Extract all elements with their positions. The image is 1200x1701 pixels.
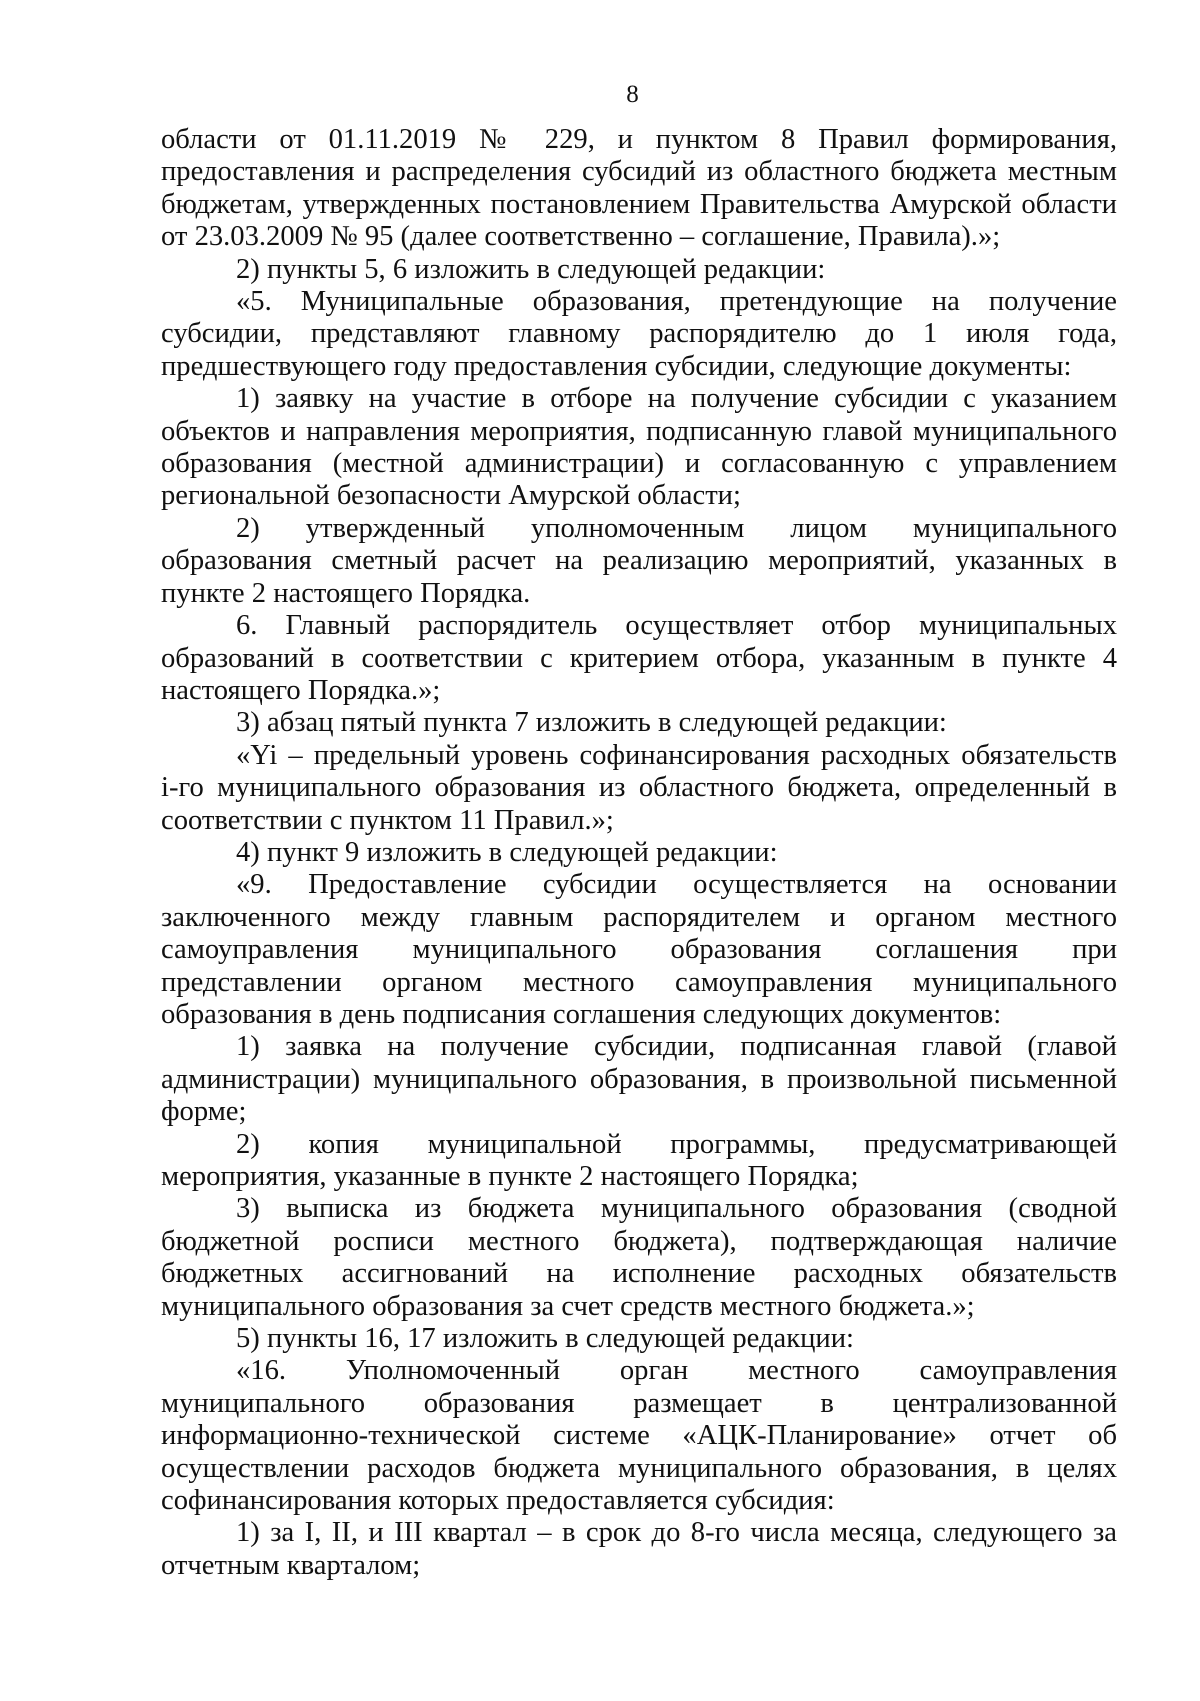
page-number: 8: [626, 81, 639, 108]
paragraph-subitem-1: 1) за I, II, и III квартал – в срок до 8-го числа месяца, следующего за отчетным кварталом;: [161, 1517, 1117, 1581]
paragraph-item-3: 3) абзац пятый пункта 7 изложить в следующей редакции:: [236, 707, 947, 739]
paragraph-point-5: «5. Муниципальные образования, претендующие на получение субсидии, представляют главному распорядителю до 1 июля года, предшествующего году предоставления субсидии, следующие документы:: [161, 286, 1117, 382]
paragraph-point-9: «9. Предоставление субсидии осуществляется на основании заключенного между главным распорядителем и органом местного самоуправления муниципального образования соглашения при представлении органом местного самоуправления муниципального образования в день подписания соглашения следующих документов:: [161, 869, 1117, 1030]
paragraph-item-5: 5) пункты 16, 17 изложить в следующей редакции:: [236, 1323, 854, 1355]
paragraph-point-16: «16. Уполномоченный орган местного самоуправления муниципального образования размещает в централизованной информационно-технической системе «АЦК-Планирование» отчет об осуществлении расходов бюджета муниципального образования, в целях софинансирования которых предоставляется субсидия:: [161, 1355, 1117, 1517]
paragraph-subitem-3: 3) выписка из бюджета муниципального образования (сводной бюджетной росписи местного бюджета), подтверждающая наличие бюджетных ассигнований на исполнение расходных обязательств муниципального образования за счет средств местного бюджета.»;: [161, 1193, 1117, 1322]
paragraph-subitem-2: 2) утвержденный уполномоченным лицом муниципального образования сметный расчет на реализацию мероприятий, указанных в пункте 2 настоящего Порядка.: [161, 512, 1117, 609]
paragraph-continuation: области от 01.11.2019 № 229, и пунктом 8 Правил формирования, предоставления и распределения субсидий из областного бюджета местным бюджетам, утвержденных постановлением Правительства Амурской области от 23.03.2009 № 95 (далее соответственно – соглашение, Правила).»;: [161, 124, 1117, 253]
paragraph-item-4: 4) пункт 9 изложить в следующей редакции:: [236, 836, 778, 868]
document-body: [161, 124, 1117, 1582]
paragraph-subitem-1: 1) заявка на получение субсидии, подписанная главой (главой администрации) муниципального образования, в произвольной письменной форме;: [161, 1031, 1117, 1128]
paragraph-yi-definition: «Yi – предельный уровень софинансирования расходных обязательств i-го муниципального образования из областного бюджета, определенный в соответствии с пунктом 11 Правил.»;: [161, 739, 1117, 836]
paragraph-subitem-2: 2) копия муниципальной программы, предусматривающей мероприятия, указанные в пункте 2 настоящего Порядка;: [161, 1128, 1117, 1192]
paragraph-item-2: 2) пункты 5, 6 изложить в следующей редакции:: [236, 253, 826, 285]
paragraph-point-6: 6. Главный распорядитель осуществляет отбор муниципальных образований в соответствии с критерием отбора, указанным в пункте 4 настоящего Порядка.»;: [161, 610, 1117, 706]
paragraph-subitem-1: 1) заявку на участие в отборе на получение субсидии с указанием объектов и направления мероприятия, подписанную главой муниципального образования (местной администрации) и согласованную с управлением региональной безопасности Амурской области;: [161, 383, 1117, 512]
